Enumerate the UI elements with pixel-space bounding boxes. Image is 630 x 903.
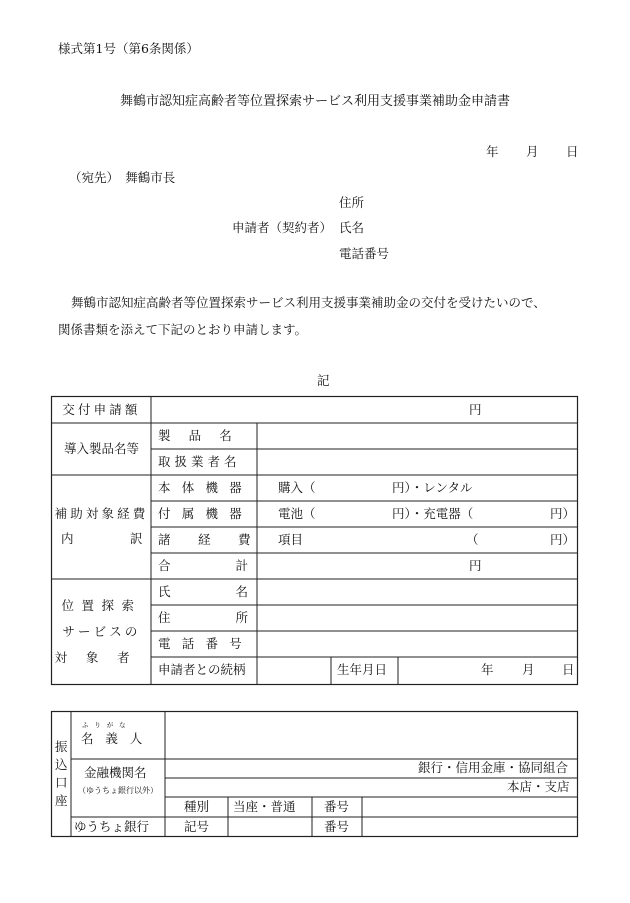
- device-value-rental: 円）・レンタル: [392, 480, 473, 495]
- yucho-bank-label: ゆうちょ銀行: [74, 819, 150, 834]
- accessory-value-end: 円）: [550, 506, 576, 521]
- applicant-phone-label: 電話番号: [339, 246, 390, 261]
- misc-paren-open: （: [466, 532, 479, 547]
- misc-label: 諸経費: [158, 532, 279, 547]
- target-phone-label: 電話番号: [158, 636, 254, 651]
- bank-name-label: 金融機関名: [84, 765, 147, 780]
- applicant-address-label: 住所: [339, 195, 365, 210]
- amount-label: 交付申請額: [62, 402, 141, 417]
- yucho-symbol-label: 記号: [184, 819, 210, 834]
- product-name-label: 製品名: [158, 428, 250, 443]
- target-address-label: 住所: [158, 610, 314, 625]
- total-unit: 円: [469, 558, 482, 573]
- birth-month-label: 月: [522, 662, 535, 677]
- side-label-char-3: 口: [55, 775, 68, 790]
- date-month-label: 月: [526, 144, 539, 159]
- target-group-label-line-1: 位置探索: [61, 598, 142, 613]
- misc-value-end: 円）: [550, 532, 576, 547]
- amount-unit: 円: [469, 402, 482, 417]
- account-number-label: 番号: [324, 799, 350, 814]
- birth-year-label: 年: [481, 662, 494, 677]
- addressee: （宛先） 舞鶴市長: [69, 170, 176, 185]
- side-label-char-1: 振: [55, 739, 68, 754]
- account-kind-label: 種別: [184, 799, 210, 814]
- birth-day-label: 日: [562, 662, 575, 677]
- applicant-name-label: 氏名: [339, 220, 365, 235]
- misc-item-label: 項目: [278, 532, 304, 547]
- body-text-line-2: 関係書類を添えて下記のとおり申請します。: [58, 322, 308, 337]
- target-group-label-line-3: 対象者: [54, 650, 149, 665]
- holder-label: 名義人: [81, 731, 155, 746]
- body-text-line-1: 舞鶴市認知症高齢者等位置探索サービス利用支援事業補助金の交付を受けたいので、: [71, 295, 546, 310]
- holder-ruby: ふりがな: [82, 721, 132, 729]
- target-birthdate-label: 生年月日: [337, 662, 388, 677]
- side-label-char-2: 込: [55, 757, 68, 772]
- date-year-label: 年: [486, 144, 499, 159]
- side-label-char-4: 座: [55, 793, 68, 808]
- target-name-label: 氏名: [158, 584, 314, 599]
- expense-group-label-line-2a: 内: [61, 531, 74, 546]
- accessory-value-charger: 円）・充電器（: [392, 506, 474, 521]
- accessory-label: 付属機器: [158, 506, 254, 521]
- yucho-number-label: 番号: [324, 819, 350, 834]
- ki-heading: 記: [317, 373, 330, 388]
- expense-group-label-line-2b: 訳: [130, 531, 143, 546]
- accessory-value-battery: 電池（: [278, 506, 316, 521]
- target-group-label-line-2: サービスの: [62, 624, 141, 639]
- target-relation-label: 申請者との続柄: [158, 662, 246, 677]
- account-kind-value: 当座・普通: [233, 799, 296, 814]
- bank-types-label: 銀行・信用金庫・協同組合: [418, 760, 569, 775]
- document-title: 舞鶴市認知症高齢者等位置探索サービス利用支援事業補助金申請書: [119, 94, 510, 109]
- date-day-label: 日: [566, 144, 579, 159]
- product-group-label: 導入製品名等: [63, 441, 139, 456]
- branch-label: 本店・支店: [507, 779, 570, 794]
- dealer-label: 取扱業者名: [158, 454, 241, 469]
- form-number: 様式第1号（第6条関係）: [58, 41, 199, 56]
- bank-name-note: （ゆうちょ銀行以外）: [78, 786, 158, 795]
- applicant-label: 申請者（契約者）: [232, 220, 333, 235]
- device-label: 本体機器: [158, 480, 254, 495]
- total-label: 合計: [158, 558, 314, 573]
- device-value-purchase: 購入（: [278, 480, 316, 495]
- expense-group-label-line-1: 補助対象経費: [54, 506, 149, 521]
